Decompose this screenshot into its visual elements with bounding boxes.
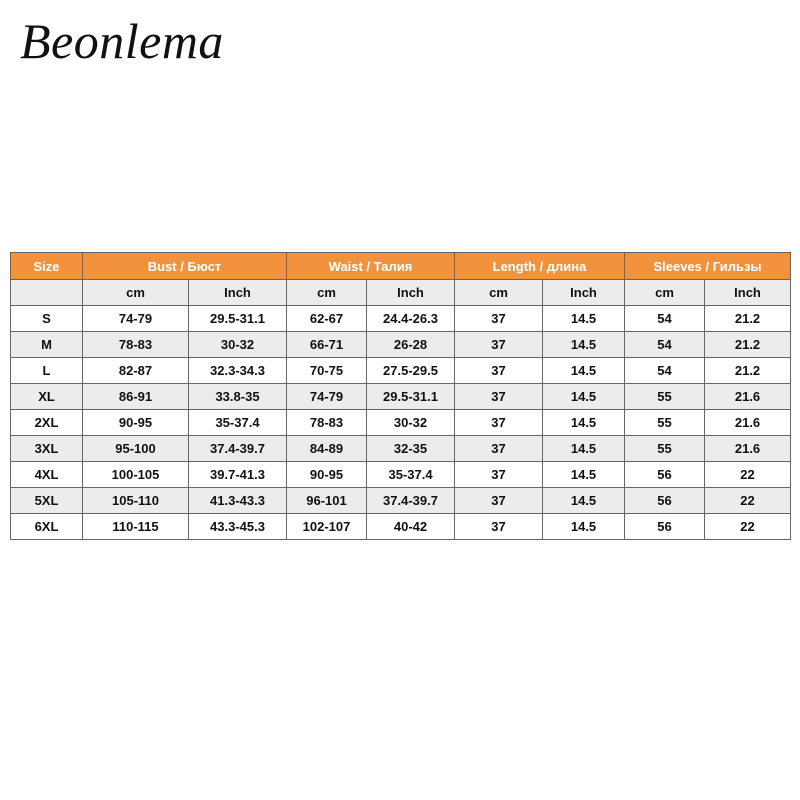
table-cell: 37 <box>455 410 543 436</box>
table-cell: 37.4-39.7 <box>189 436 287 462</box>
table-cell: 66-71 <box>287 332 367 358</box>
size-label-cell: 4XL <box>11 462 83 488</box>
table-cell: 84-89 <box>287 436 367 462</box>
table-cell: 70-75 <box>287 358 367 384</box>
table-row <box>11 514 791 540</box>
table-row <box>11 332 791 358</box>
table-cell: 74-79 <box>83 306 189 332</box>
brand-logo: Beonlema <box>20 13 224 69</box>
size-label-cell: 5XL <box>11 488 83 514</box>
table-cell: 74-79 <box>287 384 367 410</box>
table-cell: 100-105 <box>83 462 189 488</box>
table-row <box>11 462 791 488</box>
unit-header-cell: Inch <box>189 280 287 306</box>
table-cell: 22 <box>705 488 791 514</box>
table-cell: 41.3-43.3 <box>189 488 287 514</box>
table-cell: 54 <box>625 306 705 332</box>
table-cell: 82-87 <box>83 358 189 384</box>
size-label-cell: 6XL <box>11 514 83 540</box>
table-cell: 110-115 <box>83 514 189 540</box>
unit-header-cell: Inch <box>543 280 625 306</box>
table-cell: 56 <box>625 514 705 540</box>
table-cell: 14.5 <box>543 488 625 514</box>
table-row <box>11 306 791 332</box>
table-cell: 96-101 <box>287 488 367 514</box>
table-cell: 30-32 <box>367 410 455 436</box>
table-cell: 22 <box>705 462 791 488</box>
size-label-cell: M <box>11 332 83 358</box>
table-row <box>11 436 791 462</box>
table-cell: 37 <box>455 462 543 488</box>
table-cell: 14.5 <box>543 306 625 332</box>
size-label-cell: L <box>11 358 83 384</box>
table-cell: 21.6 <box>705 384 791 410</box>
table-cell: 105-110 <box>83 488 189 514</box>
table-cell: 37 <box>455 488 543 514</box>
size-label-cell: S <box>11 306 83 332</box>
table-cell: 37.4-39.7 <box>367 488 455 514</box>
table-cell: 37 <box>455 514 543 540</box>
table-cell: 32-35 <box>367 436 455 462</box>
header-bust: Bust / Бюст <box>83 253 287 280</box>
size-label-cell: XL <box>11 384 83 410</box>
table-cell: 33.8-35 <box>189 384 287 410</box>
table-cell: 29.5-31.1 <box>367 384 455 410</box>
unit-header-cell: Inch <box>367 280 455 306</box>
unit-header-cell: Inch <box>705 280 791 306</box>
header-sleeves: Sleeves / Гильзы <box>625 253 791 280</box>
table-cell: 55 <box>625 384 705 410</box>
unit-header-row <box>11 280 791 306</box>
table-cell: 90-95 <box>287 462 367 488</box>
table-cell: 90-95 <box>83 410 189 436</box>
table-cell: 35-37.4 <box>189 410 287 436</box>
table-cell: 40-42 <box>367 514 455 540</box>
size-chart-table <box>10 252 791 540</box>
table-row <box>11 488 791 514</box>
table-cell: 21.6 <box>705 436 791 462</box>
table-cell: 14.5 <box>543 436 625 462</box>
table-cell: 56 <box>625 488 705 514</box>
table-cell: 102-107 <box>287 514 367 540</box>
table-cell: 86-91 <box>83 384 189 410</box>
table-cell: 35-37.4 <box>367 462 455 488</box>
table-cell: 14.5 <box>543 410 625 436</box>
table-cell: 78-83 <box>287 410 367 436</box>
table-cell: 95-100 <box>83 436 189 462</box>
table-cell: 26-28 <box>367 332 455 358</box>
table-cell: 37 <box>455 306 543 332</box>
table-cell: 29.5-31.1 <box>189 306 287 332</box>
unit-header-cell: cm <box>455 280 543 306</box>
table-cell: 24.4-26.3 <box>367 306 455 332</box>
header-waist: Waist / Талия <box>287 253 455 280</box>
table-cell: 21.2 <box>705 358 791 384</box>
size-table-body <box>11 306 791 540</box>
table-cell: 37 <box>455 358 543 384</box>
table-cell: 56 <box>625 462 705 488</box>
group-header-row <box>11 253 791 280</box>
size-label-cell: 2XL <box>11 410 83 436</box>
table-row <box>11 384 791 410</box>
table-cell: 21.2 <box>705 332 791 358</box>
unit-header-cell: cm <box>287 280 367 306</box>
table-cell: 14.5 <box>543 462 625 488</box>
table-cell: 55 <box>625 436 705 462</box>
table-cell: 32.3-34.3 <box>189 358 287 384</box>
size-label-cell: 3XL <box>11 436 83 462</box>
table-cell: 54 <box>625 332 705 358</box>
table-cell: 62-67 <box>287 306 367 332</box>
table-cell: 37 <box>455 332 543 358</box>
header-size: Size <box>11 253 83 280</box>
table-cell: 30-32 <box>189 332 287 358</box>
table-cell: 21.6 <box>705 410 791 436</box>
table-cell: 55 <box>625 410 705 436</box>
table-cell: 14.5 <box>543 384 625 410</box>
table-cell: 37 <box>455 384 543 410</box>
table-cell: 78-83 <box>83 332 189 358</box>
table-cell: 54 <box>625 358 705 384</box>
table-cell: 27.5-29.5 <box>367 358 455 384</box>
header-length: Length / длина <box>455 253 625 280</box>
unit-header-cell: cm <box>625 280 705 306</box>
table-cell: 37 <box>455 436 543 462</box>
table-cell: 14.5 <box>543 514 625 540</box>
table-row <box>11 410 791 436</box>
table-row <box>11 358 791 384</box>
table-cell: 22 <box>705 514 791 540</box>
unit-header-cell: cm <box>83 280 189 306</box>
table-cell: 43.3-45.3 <box>189 514 287 540</box>
table-cell: 21.2 <box>705 306 791 332</box>
table-cell: 14.5 <box>543 332 625 358</box>
table-cell: 14.5 <box>543 358 625 384</box>
table-cell: 39.7-41.3 <box>189 462 287 488</box>
unit-header-cell <box>11 280 83 306</box>
